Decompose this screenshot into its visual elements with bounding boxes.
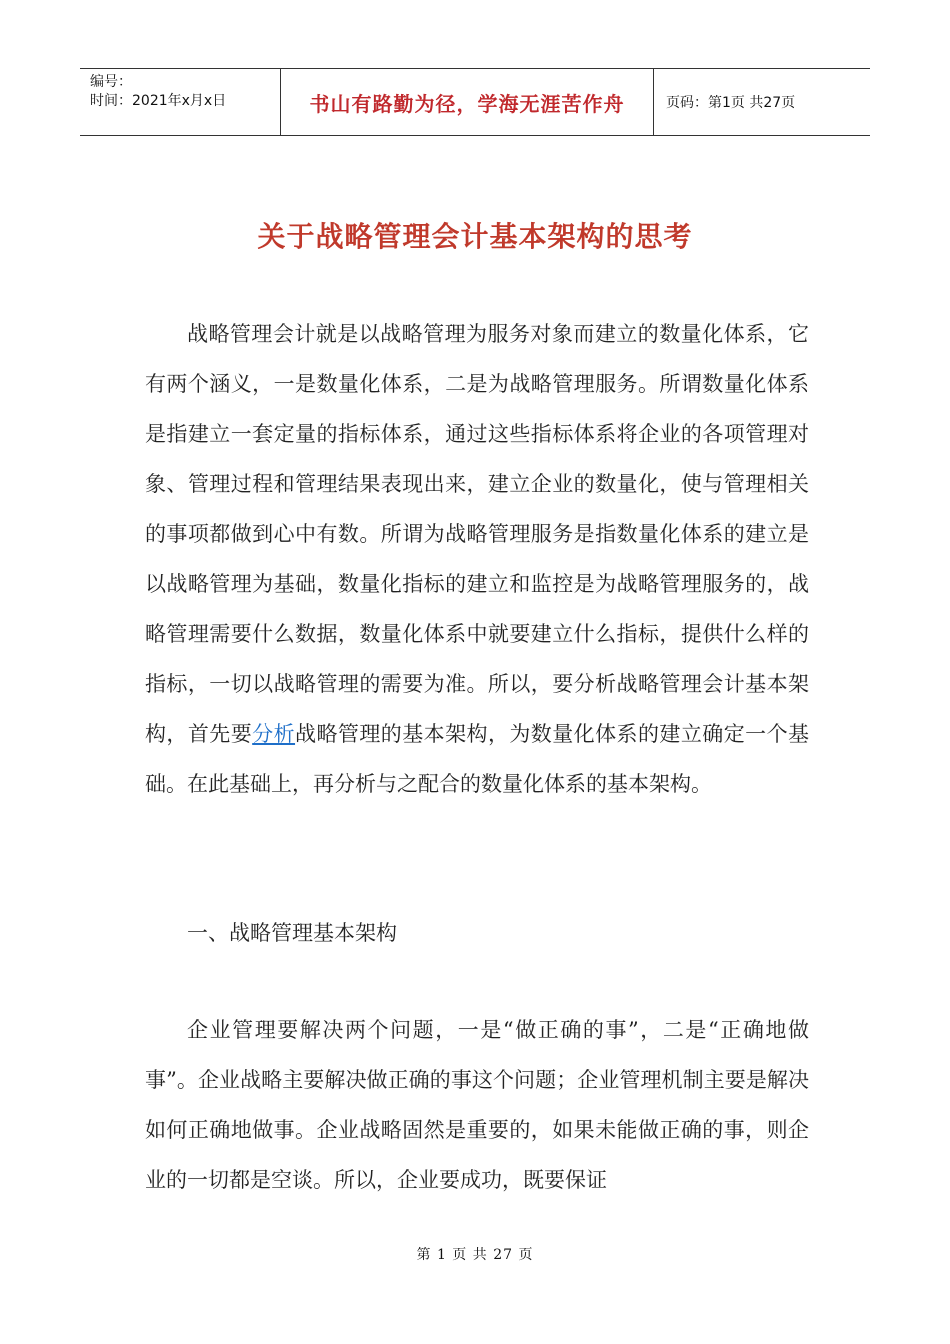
para1-text-before-link: 战略管理会计就是以战略管理为服务对象而建立的数量化体系，它有两个涵义，一是数量化体系，二是为战略管理服务。所谓数量化体系是指建立一套定量的指标体系，通过这些指标体系将企业的各项管理对象、管理过程和管理结果表现出来，建立企业的数量化，使与管理相关的事项都做到心中有数。所谓为战略管理服务是指数量化体系的建立是以战略管理为基础，数量化指标的建立和监控是为战略管理服务的，战略管理需要什么数据，数量化体系中就要建立什么指标，提供什么样的指标，一切以战略管理的需要为准。所以，要分析战略管理会计基本架构，首先要 (145, 322, 809, 746)
body-paragraph-1 (145, 309, 809, 809)
header-motto-cell (281, 69, 654, 135)
section-heading-1: 一、战略管理基本架构 (187, 921, 397, 945)
header-page-info: 页码：第1页 共27页 (666, 95, 796, 111)
para1-text-after-link: 战略管理的基本架构，为数量化体系的建立确定一个基础。在此基础上，再分析与之配合的数量化体系的基本架构。 (145, 722, 810, 796)
page-footer: 第 1 页 共 27 页 (416, 1247, 534, 1263)
header-motto: 书山有路勤为径，学海无涯苦作舟 (309, 91, 625, 116)
header-table (80, 68, 870, 136)
document-title: 关于战略管理会计基本架构的思考 (257, 220, 693, 253)
document-number-label: 编号： (90, 74, 132, 90)
document-time-label: 时间：2021年x月x日 (90, 93, 227, 109)
header-meta-cell (80, 69, 281, 135)
body-paragraph-2: 企业管理要解决两个问题，一是“做正确的事”，二是“正确地做事”。企业战略主要解决做正确的事这个问题；企业管理机制主要是解决如何正确地做事。企业战略固然是重要的，如果未能做正确的事，则企业的一切都是空谈。所以，企业要成功，既要保证 (145, 1018, 809, 1192)
header-page-cell (654, 69, 870, 135)
analysis-link[interactable]: 分析 (252, 722, 296, 746)
